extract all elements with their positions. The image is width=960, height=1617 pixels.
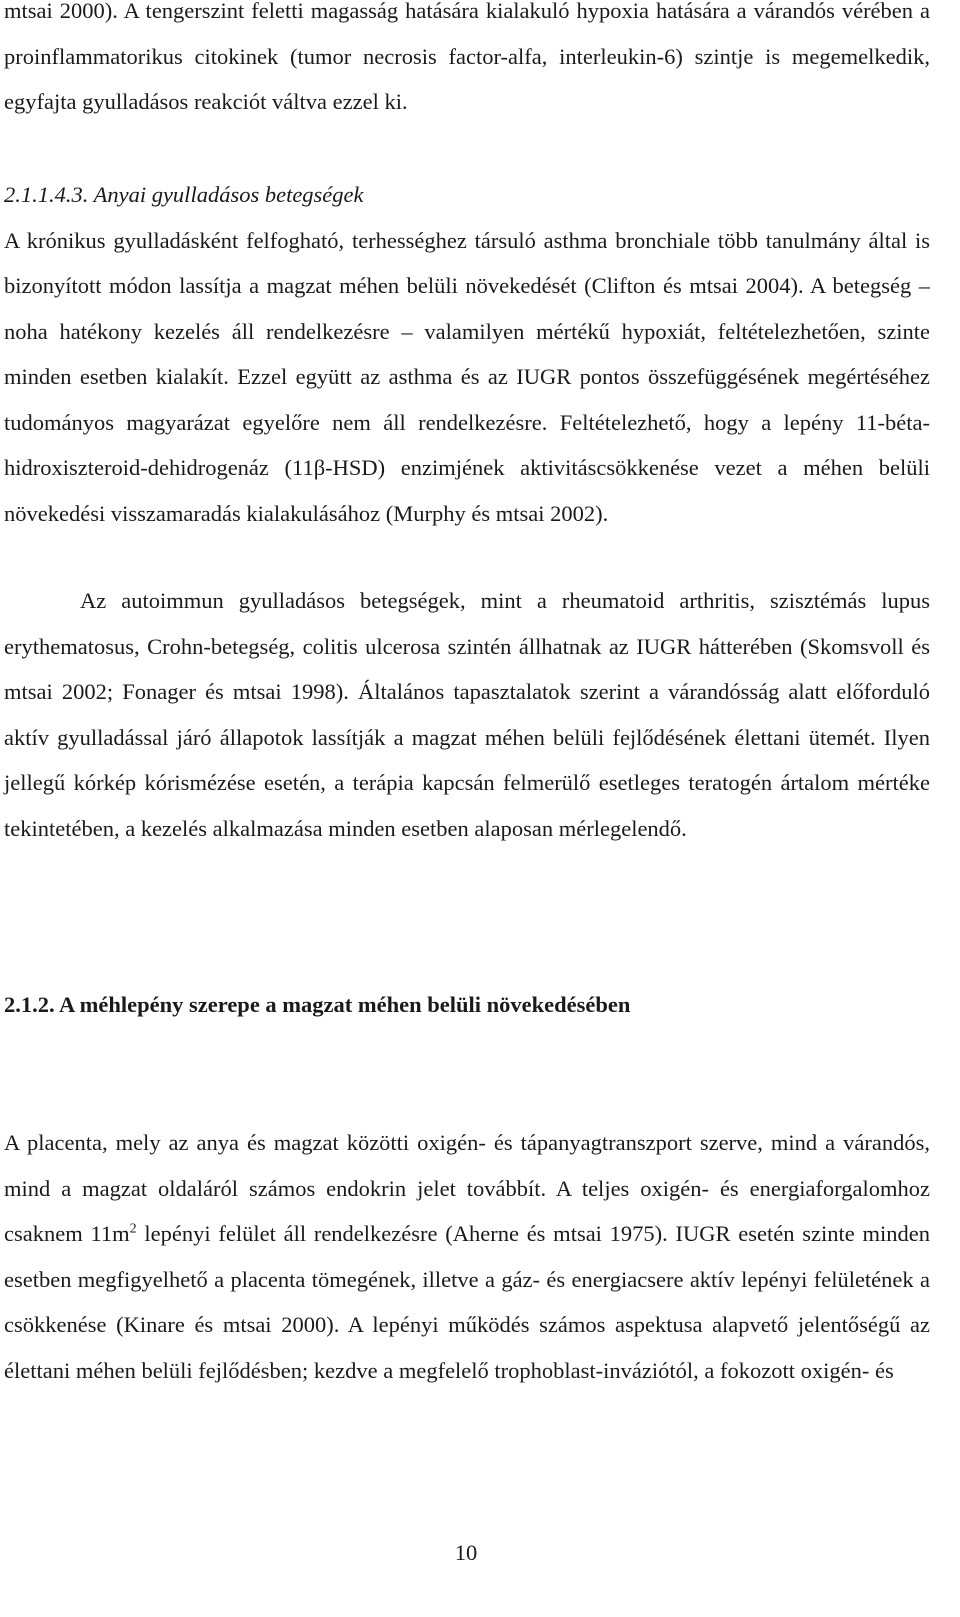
superscript-2: 2 [129,1221,137,1237]
subsection-title: Anyai gyulladásos betegségek [93,182,364,207]
paragraph-asthma-text: A krónikus gyulladásként felfogható, terhességhez társuló asthma bronchiale több tanulmány által is bizonyított módon lassítja a magzat méhen belüli növekedését (Clifton és mtsai 2004). A betegség – noha hatékony kezelés áll rendelkezésre – valamilyen mértékű hypoxiát, feltételezhetően, szinte minden esetben kialakít. Ezzel együtt az asthma és az IUGR pontos összefüggésének megértéséhez tudományos magyarázat egyelőre nem áll rendelkezésre. Feltételezhető, hogy a lepény 11-béta-hidroxiszteroid-dehidrogenáz (11β-HSD) enzimjének aktivitáscsökkenése vezet a méhen belüli növekedési visszamaradás kialakulásához (Murphy és mtsai 2002). [4,227,930,526]
section-heading: 2.1.2. A méhlepény szerepe a magzat méhen belüli növekedésében [4,992,631,1017]
subsection-number: 2.1.1.4.3. [4,182,89,207]
paragraph-asthma [4,172,930,536]
paragraph-placenta-text-b: lepényi felület áll rendelkezésre (Aherne és mtsai 1975). IUGR esetén szinte minden esetben megfigyelhető a placenta tömegének, illetve a gáz- és energiacsere aktív lepényi felületének a csökkenése (Kinare és mtsai 2000). A lepényi működés számos aspektusa alapvető jelentőségű az élettani méhen belüli fejlődésben; kezdve a megfelelő trophoblast-inváziótól, a fokozott oxigén- és [4,1221,930,1383]
paragraph-placenta [4,1120,930,1393]
subsection-heading [4,182,364,207]
page-number: 10 [454,1540,478,1565]
paragraph-hypoxia: mtsai 2000). A tengerszint feletti magasság hatására kialakuló hypoxia hatására a várandós vérében a proinflammatorikus citokinek (tumor necrosis factor-alfa, interleukin-6) szintje is megemelkedik, egyfajta gyulladásos reakciót váltva ezzel ki. [4,0,930,114]
paragraph-placenta-text-a: A placenta, mely az anya és magzat közötti oxigén- és tápanyagtranszport szerve, mind a várandós, mind a magzat oldaláról számos endokrin jelet továbbít. A teljes oxigén- és energiaforgalomhoz csaknem 11m [4,1130,930,1246]
paragraph-autoimmune: Az autoimmun gyulladásos betegségek, mint a rheumatoid arthritis, szisztémás lupus erythematosus, Crohn-betegség, colitis ulcerosa szintén állhatnak az IUGR hátterében (Skomsvoll és mtsai 2002; Fonager és mtsai 1998). Általános tapasztalatok szerint a várandósság alatt előforduló aktív gyulladással járó állapotok lassítják a magzat méhen belüli fejlődésének élettani ütemét. Ilyen jellegű kórkép kórismézése esetén, a terápia kapcsán felmerülő esetleges teratogén ártalom mértéke tekintetében, a kezelés alkalmazása minden esetben alaposan mérlegelendő. [4,588,930,841]
